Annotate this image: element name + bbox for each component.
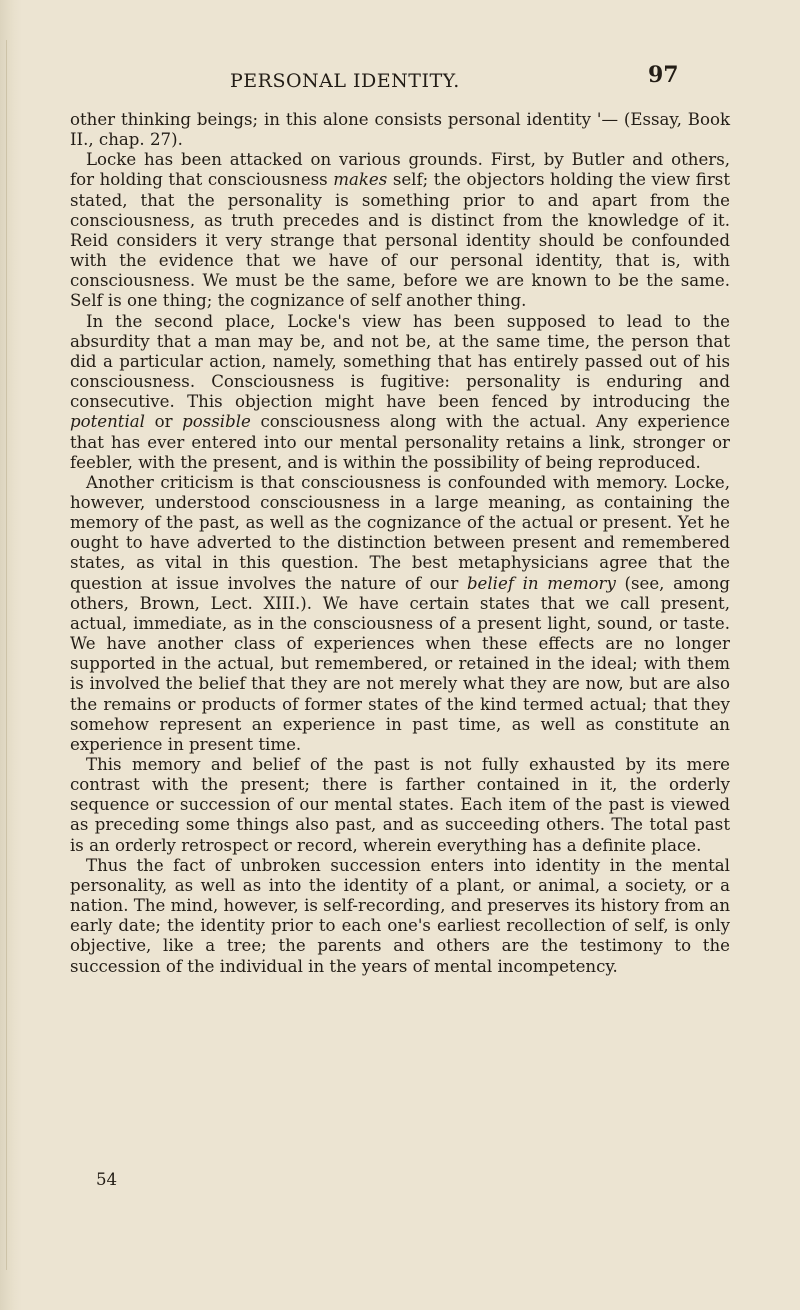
paragraph-memory-belief	[70, 755, 730, 856]
italic-text-run: possible	[182, 412, 251, 432]
text-run: other thinking beings; in this alone consists personal identity '— (Essay, Book II., chap. 27).	[70, 110, 730, 150]
text-run: or	[144, 412, 183, 432]
paragraph-another-criticism	[70, 473, 730, 755]
page-number: 97	[648, 62, 679, 88]
italic-text-run: belief in memory	[466, 573, 616, 593]
gutter-line	[6, 40, 7, 1270]
signature-mark: 54	[96, 1170, 118, 1189]
body-text	[70, 110, 730, 977]
text-run: (see, among others, Brown, Lect. XIII.). We have certain states that we call present, actual, immediate, as in the consciousness of a present light, sound, or taste. We have another class of experiences when these effects are no longer supported in the actual, but remembered, or retained in the ideal; with them is involved the belief that they are not merely what they are now, but are also the remains or products of former states of the kind termed actual; that they somehow represent an experience in past time, as well as constitute an experience in present time.	[70, 573, 731, 754]
text-run: Another criticism is that consciousness is confounded with memory. Locke, however, understood consciousness in a large meaning, as containing the memory of the past, as well as the cognizance of the actual or present. Yet he ought to have adverted to the distinction between present and remembered states, as vital in this question. The best metaphysicians agree that the question at issue involves the nature of our	[70, 472, 730, 593]
text-run: Locke has been attacked on various grounds. First, by Butler and others, for holding that consciousness	[70, 150, 730, 190]
text-run: consciousness along with the actual. Any experience that has ever entered into our mental personality retains a link, stronger or feebler, with the present, and is within the possibility of being reproduced.	[70, 412, 730, 472]
text-run: In the second place, Locke's view has been supposed to lead to the absurdity that a man may be, and not be, at the same time, the person that did a particular action, namely, something that has entirely passed out of his consciousness. Consciousness is fugitive: personality is enduring and consecutive. This objection might have been fenced by introducing the	[70, 311, 730, 412]
paragraph-second-place	[70, 312, 730, 473]
text-run: This memory and belief of the past is not fully exhausted by its mere contrast with the present; there is farther contained in it, the orderly sequence or succession of our mental states. Each item of the past is viewed as preceding some things also past, and as succeeding others. The total past is an orderly retrospect or record, wherein everything has a definite place.	[70, 755, 730, 855]
paragraph-unbroken-succession	[70, 856, 730, 977]
page-gutter-shadow	[0, 0, 22, 1310]
running-header: PERSONAL IDENTITY.	[230, 70, 460, 92]
paragraph-locke-attacked	[70, 150, 730, 311]
italic-text-run: potential	[70, 412, 145, 432]
text-run: self; the objectors holding the view first stated, that the personality is something prior to and apart from the consciousness, as truth precedes and is distinct from the knowledge of it. Reid considers it very strange that personal identity should be confounded with the evidence that we have of our personal identity, that is, with consciousness. We must be the same, before we are known to be the same. Self is one thing; the cognizance of self another thing.	[70, 170, 730, 311]
text-run: Thus the fact of unbroken succession enters into identity in the mental personality, as well as into the identity of a plant, or animal, a society, or a nation. The mind, however, is self-recording, and preserves its history from an early date; the identity prior to each one's earliest recollection of self, is only objective, like a tree; the parents and others are the testimony to the succession of the individual in the years of mental incompetency.	[70, 855, 731, 976]
italic-text-run: makes	[333, 170, 388, 190]
paragraph-continuation	[70, 110, 730, 150]
